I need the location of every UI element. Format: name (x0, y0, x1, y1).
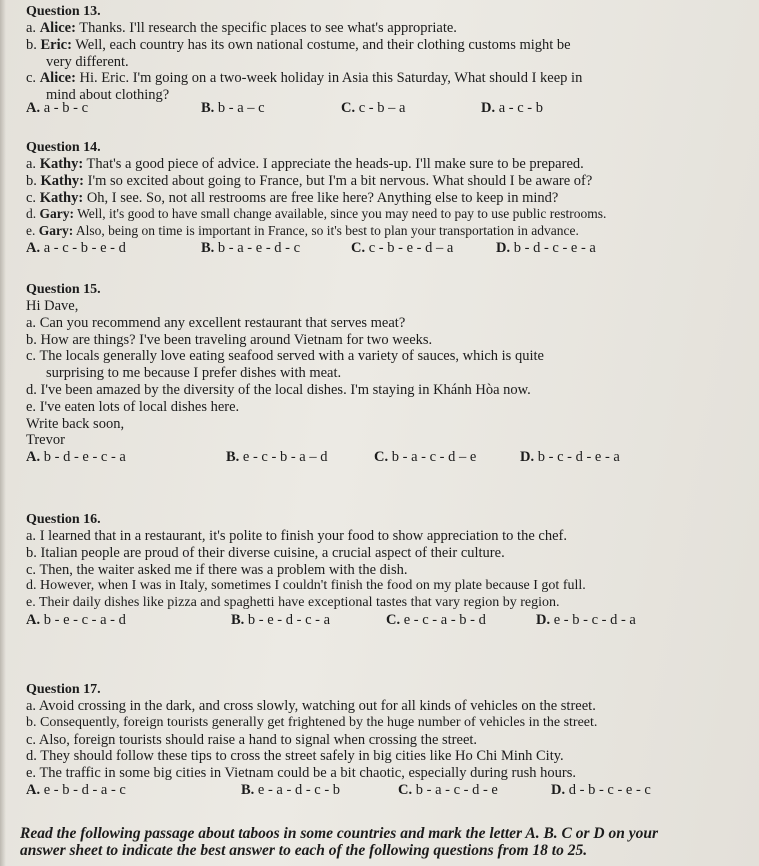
speaker-name: Gary: (38, 223, 74, 239)
question-title: Question 17. (26, 682, 101, 697)
answer-options (26, 782, 736, 800)
answer-option-d[interactable]: D. b - c - d - e - a (520, 449, 620, 466)
answer-options (26, 449, 736, 467)
option-line-b-continued: very different. (46, 53, 129, 70)
option-line-b: b. Consequently, foreign tourists generally get frightened by the huge number of vehicles in the street. (26, 714, 598, 730)
question-14 (26, 140, 736, 258)
answer-option-a[interactable]: A. b - e - c - a - d (26, 611, 126, 628)
speaker-name: Eric: (40, 36, 72, 53)
reading-instructions (20, 826, 755, 860)
instructions-line-2: answer sheet to indicate the best answer to each of the following questions from 18 to 25. (20, 841, 588, 859)
option-line-d: d. Gary: Well, it's good to have small change available, since you may need to pay to use public restrooms. (26, 206, 607, 222)
option-line-c-continued: mind about clothing? (46, 87, 170, 104)
answer-options (26, 100, 736, 118)
question-title: Question 14. (26, 140, 101, 155)
letter-greeting: Hi Dave, (26, 298, 79, 314)
answer-option-d[interactable]: D. e - b - c - d - a (536, 611, 636, 628)
answer-option-a[interactable]: A. e - b - d - a - c (26, 781, 126, 798)
speaker-name: Gary: (39, 206, 74, 222)
letter-signature: Trevor (26, 432, 65, 449)
page-edge-shadow (0, 0, 6, 866)
answer-option-d[interactable]: D. b - d - c - e - a (496, 239, 596, 256)
speaker-name: Kathy: (39, 156, 84, 172)
option-line-e: e. I've eaten lots of local dishes here. (26, 398, 240, 415)
option-line-e: e. Gary: Also, being on time is important in France, so it's best to plan your transportation in advance. (26, 223, 579, 239)
option-line-c-continued: surprising to me because I prefer dishes with meat. (46, 365, 342, 382)
option-line-d: d. They should follow these tips to cross the street safely in big cities like Ho Chi Minh City. (26, 748, 564, 765)
option-line-c: c. Kathy: Oh, I see. So, not all restrooms are free like here? Anything else to keep in mind? (26, 189, 559, 206)
question-title: Question 15. (26, 282, 101, 297)
question-17 (26, 682, 736, 800)
answer-option-d[interactable]: D. a - c - b (481, 99, 544, 116)
option-line-b: b. How are things? I've been traveling around Vietnam for two weeks. (26, 331, 433, 348)
answer-option-d[interactable]: D. d - b - c - e - c (551, 781, 651, 798)
option-line-c: c. The locals generally love eating seafood served with a variety of sauces, which is quite (26, 348, 544, 365)
option-line-b: b. Kathy: I'm so excited about going to France, but I'm a bit nervous. What should I be aware of? (26, 172, 593, 189)
question-13 (26, 4, 736, 118)
answer-option-b[interactable]: B. e - c - b - a – d (226, 449, 328, 466)
answer-option-b[interactable]: B. b - a - e - d - c (201, 239, 301, 256)
answer-options (26, 240, 736, 258)
answer-option-b[interactable]: B. b - a – c (201, 99, 265, 116)
option-line-d: d. I've been amazed by the diversity of the local dishes. I'm staying in Khánh Hòa now. (26, 381, 531, 398)
instructions-line-1: Read the following passage about taboos in some countries and mark the letter A. B. C or D on your (20, 825, 659, 842)
speaker-name: Kathy: (40, 172, 84, 189)
speaker-name: Kathy: (39, 189, 84, 206)
question-title: Question 13. (26, 4, 101, 19)
option-line-d: d. However, when I was in Italy, sometimes I couldn't finish the food on my plate because I got full. (26, 578, 586, 594)
question-16 (26, 512, 736, 630)
speaker-name: Alice: (39, 20, 76, 36)
answer-option-b[interactable]: B. e - a - d - c - b (241, 781, 341, 798)
answer-options (26, 612, 736, 630)
option-line-e: e. The traffic in some big cities in Vietnam could be a bit chaotic, especially during rush hours. (26, 765, 577, 782)
speaker-name: Alice: (39, 70, 76, 87)
answer-option-b[interactable]: B. b - e - d - c - a (231, 611, 331, 628)
option-line-a: a. Can you recommend any excellent restaurant that serves meat? (26, 314, 406, 331)
answer-option-c[interactable]: C. b - a - c - d – e (374, 449, 477, 466)
option-line-c: c. Then, the waiter asked me if there was a problem with the dish. (26, 561, 408, 578)
question-15 (26, 282, 736, 467)
answer-option-a[interactable]: A. a - c - b - e - d (26, 239, 126, 256)
answer-option-c[interactable]: C. c - b - e - d – a (351, 239, 454, 256)
option-line-c: c. Alice: Hi. Eric. I'm going on a two-week holiday in Asia this Saturday, What should I keep in (26, 70, 583, 87)
option-line-a: a. Kathy: That's a good piece of advice. I appreciate the heads-up. I'll make sure to be prepared. (26, 156, 584, 172)
option-line-c: c. Also, foreign tourists should raise a hand to signal when crossing the street. (26, 731, 478, 748)
answer-option-a[interactable]: A. b - d - e - c - a (26, 449, 126, 466)
option-line-a: a. Alice: Thanks. I'll research the specific places to see what's appropriate. (26, 20, 457, 36)
question-title: Question 16. (26, 512, 101, 527)
answer-option-c[interactable]: C. e - c - a - b - d (386, 611, 486, 628)
answer-option-a[interactable]: A. a - b - c (26, 99, 89, 116)
option-line-a: a. I learned that in a restaurant, it's polite to finish your food to show appreciation to the chef. (26, 528, 567, 544)
answer-option-c[interactable]: C. b - a - c - d - e (398, 781, 498, 798)
letter-closing: Write back soon, (26, 415, 125, 432)
option-line-e: e. Their daily dishes like pizza and spaghetti have exceptional tastes that vary region by region. (26, 595, 560, 611)
answer-option-c[interactable]: C. c - b – a (341, 99, 406, 116)
option-line-b: b. Eric: Well, each country has its own national costume, and their clothing customs might be (26, 36, 571, 53)
option-line-a: a. Avoid crossing in the dark, and cross slowly, watching out for all kinds of vehicles on the street. (26, 698, 596, 714)
option-line-b: b. Italian people are proud of their diverse cuisine, a crucial aspect of their culture. (26, 544, 505, 561)
